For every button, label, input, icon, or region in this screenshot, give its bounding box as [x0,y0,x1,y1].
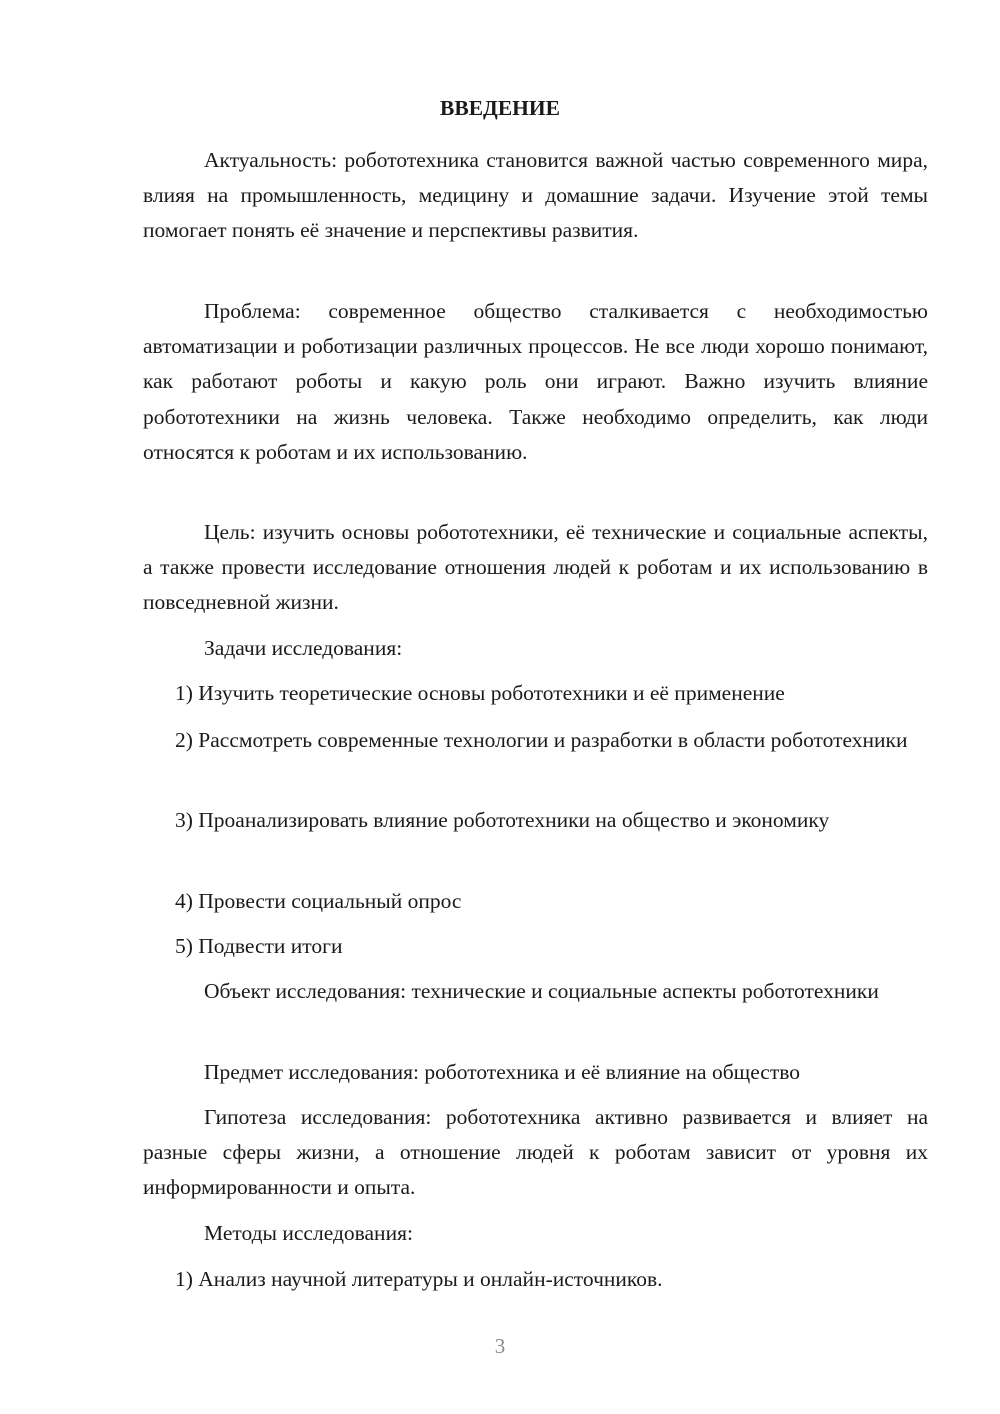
hypothesis-paragraph: Гипотеза исследования: робототехника активно развивается и влияет на разные сферы жизни, а отношение людей к роботам зависит от уровня их информированности и опыта. [143,1105,928,1200]
actuality-paragraph: Актуальность: робототехника становится важной частью современного мира, влияя на промышленность, медицину и домашние задачи. Изучение этой темы помогает понять её значение и перспективы развития. [143,148,928,243]
method-item-1: 1) Анализ научной литературы и онлайн-источников. [175,1267,663,1291]
problem-paragraph: Проблема: современное общество сталкивается с необходимостью автоматизации и роботизации различных процессов. Не все люди хорошо понимают, как работают роботы и какую роль они играют. Важно изучить влияние робототехники на жизнь человека. Также необходимо определить, как люди относятся к роботам и их использованию. [143,299,928,464]
subject-paragraph: Предмет исследования: робототехника и её влияние на общество [204,1060,800,1084]
object-paragraph: Объект исследования: технические и социальные аспекты робототехники [204,979,879,1003]
task-item-3: 3) Проанализировать влияние робототехники на общество и экономику [175,808,830,832]
task-item-1: 1) Изучить теоретические основы робототехники и её применение [175,681,785,705]
page-title: ВВЕДЕНИЕ [440,96,560,120]
goal-paragraph: Цель: изучить основы робототехники, её технические и социальные аспекты, а также провести исследование отношения людей к роботам и их использованию в повседневной жизни. [143,520,928,615]
task-item-5: 5) Подвести итоги [175,934,343,958]
tasks-title: Задачи исследования: [204,636,403,660]
methods-title: Методы исследования: [204,1221,413,1245]
task-item-2: 2) Рассмотреть современные технологии и разработки в области робототехники [175,728,908,752]
page-number: 3 [494,1334,506,1358]
task-item-4: 4) Провести социальный опрос [175,889,462,913]
